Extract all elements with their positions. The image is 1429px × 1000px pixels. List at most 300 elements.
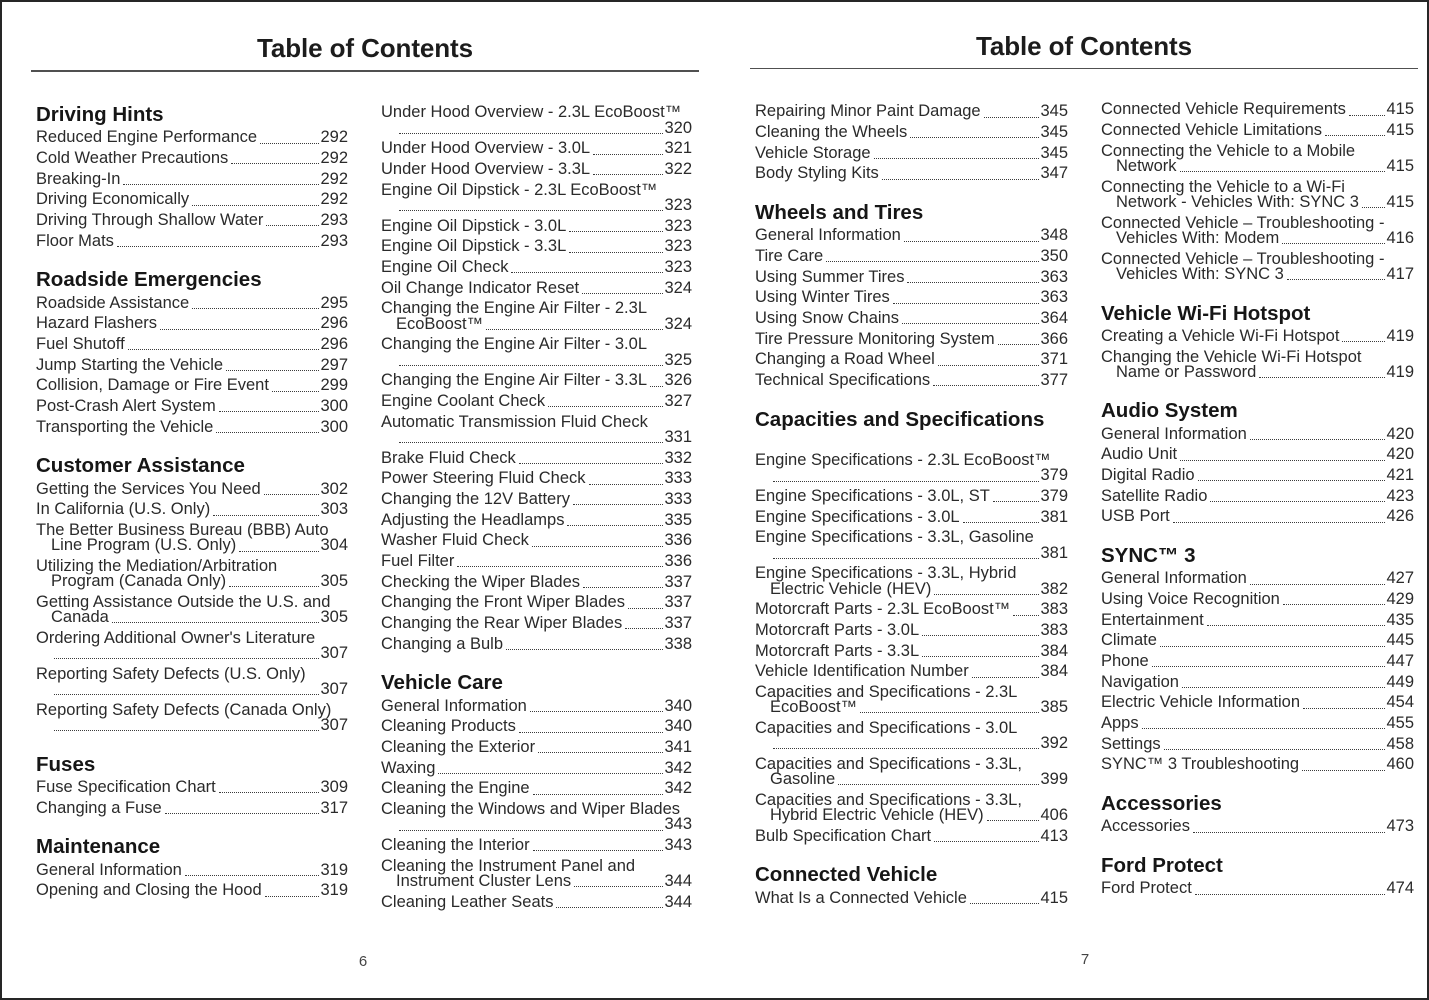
entry-page-number: 338 bbox=[664, 634, 692, 653]
toc-entry bbox=[1101, 631, 1414, 652]
entry-line bbox=[1101, 734, 1414, 753]
toc-entry bbox=[36, 190, 348, 211]
entry-line bbox=[1101, 123, 1414, 138]
dot-leader bbox=[556, 907, 663, 908]
entry-line bbox=[1101, 819, 1414, 834]
entry-title: Under Hood Overview - 2.3L EcoBoost™ bbox=[381, 103, 682, 122]
entry-title: Using Summer Tires bbox=[755, 267, 905, 286]
title-rule bbox=[750, 68, 1418, 70]
entry-line bbox=[755, 246, 1068, 265]
entry-page-number: 385 bbox=[1040, 698, 1068, 717]
dot-leader bbox=[593, 174, 663, 175]
toc-entry bbox=[755, 790, 1068, 826]
entry-title: Vehicle Identification Number bbox=[755, 662, 969, 681]
entry-title: Utilizing the Mediation/Arbitration bbox=[36, 556, 278, 575]
entry-line bbox=[755, 700, 1068, 715]
entry-line bbox=[381, 572, 692, 591]
entry-page-number: 321 bbox=[664, 139, 692, 158]
toc-entry bbox=[755, 246, 1068, 267]
entry-page-number: 435 bbox=[1386, 610, 1414, 629]
entry-line bbox=[381, 195, 692, 214]
entry-page-number: 305 bbox=[320, 572, 348, 591]
entry-title: General Information bbox=[1101, 569, 1247, 588]
entry-title: Engine Specifications - 3.0L bbox=[755, 507, 960, 526]
dot-leader bbox=[963, 522, 1040, 523]
entry-line bbox=[36, 192, 348, 207]
toc-entry bbox=[381, 892, 692, 913]
entry-page-number: 379 bbox=[1040, 486, 1068, 505]
entry-title: Cleaning the Wheels bbox=[755, 123, 908, 141]
dot-leader bbox=[265, 896, 320, 897]
entry-line bbox=[1101, 228, 1414, 247]
section-heading: Ford Protect bbox=[1101, 854, 1223, 878]
entry-line bbox=[755, 228, 1068, 243]
toc-entry bbox=[381, 531, 692, 552]
dot-leader bbox=[1325, 135, 1385, 136]
entry-title: Repairing Minor Paint Damage bbox=[755, 102, 981, 121]
entry-line bbox=[755, 290, 1068, 305]
dot-leader bbox=[399, 210, 663, 211]
entry-title: Settings bbox=[1101, 734, 1161, 753]
entry-title: Capacities and Specifications - 3.0L bbox=[755, 718, 1018, 737]
entry-title: Under Hood Overview - 3.3L bbox=[381, 159, 591, 178]
section-heading: Vehicle Wi-Fi Hotspot bbox=[1101, 301, 1311, 325]
entry-page-number: 326 bbox=[664, 371, 692, 390]
entry-line bbox=[1101, 264, 1414, 283]
entry-page-number: 295 bbox=[320, 293, 348, 312]
entry-line bbox=[381, 533, 692, 548]
entry-title: Changing a Bulb bbox=[381, 634, 504, 653]
entry-line bbox=[1101, 881, 1414, 896]
toc-section bbox=[36, 836, 348, 901]
entry-title: Climate bbox=[1101, 631, 1157, 650]
entry-line bbox=[1101, 592, 1414, 607]
entry-line bbox=[755, 808, 1068, 823]
toc-entry bbox=[381, 216, 692, 237]
toc-entry bbox=[755, 528, 1068, 564]
dot-leader bbox=[826, 261, 1039, 262]
entry-title: Capacities and Specifications - 3.3L, bbox=[755, 790, 1022, 809]
entry-line bbox=[755, 486, 1068, 505]
entry-title: Using Winter Tires bbox=[755, 288, 890, 307]
entry-line bbox=[381, 239, 692, 254]
toc-entry bbox=[1101, 879, 1414, 900]
toc-section bbox=[36, 269, 348, 437]
entry-page-number: 377 bbox=[1040, 371, 1068, 389]
entry-title: Audio Unit bbox=[1101, 445, 1178, 464]
dot-leader bbox=[486, 329, 663, 330]
entry-title: Getting the Services You Need bbox=[36, 479, 261, 498]
dot-leader bbox=[399, 365, 663, 366]
dot-leader bbox=[1302, 770, 1385, 771]
entry-page-number: 383 bbox=[1040, 620, 1068, 639]
toc-entry bbox=[755, 267, 1068, 288]
entry-title: Cleaning the Exterior bbox=[381, 737, 536, 756]
toc-entry bbox=[1101, 693, 1414, 714]
entry-page-number: 392 bbox=[1040, 734, 1068, 753]
toc-section bbox=[1101, 545, 1414, 775]
toc-column bbox=[755, 102, 1068, 909]
entry-title: Using Voice Recognition bbox=[1101, 590, 1280, 609]
entry-title: Vehicles With: Modem bbox=[1116, 228, 1280, 247]
toc-column bbox=[36, 104, 348, 901]
entry-title: Changing the Rear Wiper Blades bbox=[381, 613, 623, 632]
toc-column bbox=[1101, 100, 1414, 900]
entry-title: Network bbox=[1116, 156, 1177, 175]
entry-title: Reporting Safety Defects (U.S. Only) bbox=[36, 664, 306, 683]
entry-title: Adjusting the Headlamps bbox=[381, 510, 565, 529]
entry-line bbox=[381, 489, 692, 508]
dot-leader bbox=[972, 677, 1040, 678]
entry-page-number: 417 bbox=[1386, 264, 1414, 283]
entry-title: Connected Vehicle Requirements bbox=[1101, 100, 1346, 119]
entry-line bbox=[381, 799, 692, 818]
entry-title: Engine Specifications - 3.0L, ST bbox=[755, 486, 990, 505]
entry-line bbox=[36, 316, 348, 331]
entry-page-number: 347 bbox=[1040, 164, 1068, 183]
entry-line bbox=[1101, 571, 1414, 586]
entry-page-number: 427 bbox=[1386, 569, 1414, 588]
dot-leader bbox=[922, 656, 1039, 657]
toc-entry bbox=[755, 143, 1068, 164]
toc-entry bbox=[381, 278, 692, 299]
toc-entry bbox=[381, 299, 692, 335]
entry-line bbox=[1101, 672, 1414, 691]
entry-line bbox=[1101, 716, 1414, 731]
dot-leader bbox=[192, 308, 319, 309]
entry-page-number: 299 bbox=[320, 376, 348, 395]
entry-line bbox=[755, 641, 1068, 660]
dot-leader bbox=[533, 794, 664, 795]
entry-title: General Information bbox=[36, 860, 182, 879]
entry-page-number: 323 bbox=[664, 216, 692, 235]
dot-leader bbox=[548, 406, 663, 407]
dot-leader bbox=[860, 712, 1039, 713]
toc-section bbox=[1101, 100, 1414, 285]
entry-page-number: 474 bbox=[1386, 879, 1414, 898]
section-heading: Maintenance bbox=[36, 835, 161, 859]
entry-line bbox=[381, 337, 692, 352]
toc-entry bbox=[381, 758, 692, 779]
entry-title: Breaking-In bbox=[36, 169, 121, 188]
section-heading: Customer Assistance bbox=[36, 454, 245, 478]
entry-page-number: 415 bbox=[1040, 888, 1068, 907]
entry-line bbox=[36, 479, 348, 498]
entry-line bbox=[36, 378, 348, 393]
dot-leader bbox=[1195, 894, 1386, 895]
entry-line bbox=[1101, 486, 1414, 505]
toc-column bbox=[381, 103, 692, 913]
section-heading: Connected Vehicle bbox=[755, 863, 938, 887]
entry-line bbox=[36, 700, 348, 719]
entry-title: Transporting the Vehicle bbox=[36, 417, 214, 436]
toc-entry bbox=[1101, 100, 1414, 121]
entry-line bbox=[36, 883, 348, 898]
toc-entry bbox=[36, 664, 348, 700]
entry-page-number: 319 bbox=[320, 860, 348, 879]
entry-line bbox=[381, 350, 692, 369]
entry-page-number: 379 bbox=[1040, 466, 1068, 485]
toc-entry bbox=[36, 293, 348, 314]
entry-page-number: 419 bbox=[1386, 362, 1414, 381]
entry-page-number: 421 bbox=[1386, 466, 1414, 485]
entry-line bbox=[381, 391, 692, 410]
entry-line bbox=[755, 450, 1068, 469]
toc-entry bbox=[36, 210, 348, 231]
dot-leader bbox=[532, 546, 664, 547]
entry-title: Name or Password bbox=[1116, 362, 1257, 381]
entry-line bbox=[381, 696, 692, 715]
entry-title: Fuel Shutoff bbox=[36, 334, 125, 353]
entry-line bbox=[1101, 509, 1414, 524]
entry-page-number: 364 bbox=[1040, 308, 1068, 327]
toc-entry bbox=[381, 180, 692, 216]
entry-title: Opening and Closing the Hood bbox=[36, 881, 262, 900]
entry-line bbox=[755, 579, 1068, 598]
toc-entry bbox=[36, 520, 348, 556]
dot-leader bbox=[231, 163, 319, 164]
entry-title: Changing a Road Wheel bbox=[755, 350, 935, 369]
entry-title: Engine Oil Dipstick - 2.3L EcoBoost™ bbox=[381, 180, 658, 199]
entry-line bbox=[1101, 468, 1414, 483]
toc-section bbox=[381, 103, 692, 655]
entry-line bbox=[1101, 447, 1414, 462]
entry-line bbox=[755, 543, 1068, 562]
entry-page-number: 307 bbox=[320, 680, 348, 699]
dot-leader bbox=[933, 385, 1039, 386]
toc-entry bbox=[755, 122, 1068, 143]
dot-leader bbox=[1283, 604, 1386, 605]
entry-page-number: 363 bbox=[1040, 288, 1068, 307]
entry-title: Body Styling Kits bbox=[755, 164, 879, 183]
entry-page-number: 473 bbox=[1386, 817, 1414, 836]
entry-page-number: 292 bbox=[320, 128, 348, 147]
entry-title: Gasoline bbox=[770, 770, 836, 789]
entry-title: Changing the 12V Battery bbox=[381, 489, 570, 508]
dot-leader bbox=[1250, 439, 1386, 440]
entry-page-number: 296 bbox=[320, 314, 348, 333]
entry-line bbox=[1101, 633, 1414, 648]
page-number: 6 bbox=[358, 953, 368, 970]
toc-entry bbox=[381, 448, 692, 469]
entry-line bbox=[36, 417, 348, 436]
entry-title: General Information bbox=[381, 696, 527, 715]
toc-entry bbox=[1101, 141, 1414, 177]
toc-entry bbox=[1101, 445, 1414, 466]
entry-title: Checking the Wiper Blades bbox=[381, 572, 581, 591]
entry-title: EcoBoost™ bbox=[770, 698, 858, 717]
entry-title: Engine Specifications - 3.3L, Gasoline bbox=[755, 528, 1034, 547]
entry-line bbox=[381, 278, 692, 297]
entry-page-number: 303 bbox=[320, 500, 348, 519]
entry-line bbox=[36, 718, 348, 733]
toc-entry bbox=[381, 717, 692, 738]
toc-entry bbox=[36, 500, 348, 521]
entry-line bbox=[381, 871, 692, 890]
dot-leader bbox=[1198, 480, 1386, 481]
toc-entry bbox=[755, 888, 1068, 909]
entry-page-number: 322 bbox=[664, 159, 692, 178]
dot-leader bbox=[934, 594, 1039, 595]
entry-page-number: 348 bbox=[1040, 226, 1068, 245]
toc-entry bbox=[381, 257, 692, 278]
toc-entry bbox=[1101, 734, 1414, 755]
toc-section bbox=[1101, 400, 1414, 527]
entry-line bbox=[381, 373, 692, 388]
entry-line bbox=[381, 781, 692, 796]
entry-line bbox=[36, 574, 348, 589]
dot-leader bbox=[128, 349, 320, 350]
entry-line bbox=[36, 646, 348, 661]
toc-entry bbox=[36, 700, 348, 736]
entry-page-number: 336 bbox=[664, 551, 692, 570]
entry-title: Oil Change Indicator Reset bbox=[381, 278, 580, 297]
toc-entry bbox=[36, 128, 348, 149]
entry-line bbox=[755, 826, 1068, 845]
entry-title: Changing the Vehicle Wi-Fi Hotspot bbox=[1101, 347, 1362, 366]
entry-page-number: 426 bbox=[1386, 507, 1414, 526]
entry-line bbox=[36, 231, 348, 250]
entry-page-number: 458 bbox=[1386, 734, 1414, 753]
dot-leader bbox=[1013, 615, 1039, 616]
toc-entry bbox=[755, 486, 1068, 507]
entry-line bbox=[755, 507, 1068, 526]
toc-entry bbox=[381, 779, 692, 800]
entry-line bbox=[36, 682, 348, 697]
entry-title: Engine Coolant Check bbox=[381, 391, 546, 410]
toc-section bbox=[755, 864, 1068, 908]
entry-line bbox=[36, 798, 348, 817]
entry-title: Collision, Damage or Fire Event bbox=[36, 376, 269, 395]
section-heading: Roadside Emergencies bbox=[36, 268, 262, 292]
entry-title: Engine Specifications - 3.3L, Hybrid bbox=[755, 564, 1017, 583]
entry-title: Changing the Engine Air Filter - 3.3L bbox=[381, 371, 647, 390]
dot-leader bbox=[165, 813, 320, 814]
entry-title: Fuse Specification Chart bbox=[36, 778, 216, 797]
toc-entry bbox=[1101, 651, 1414, 672]
toc-entry bbox=[36, 417, 348, 438]
entry-line bbox=[755, 620, 1068, 639]
entry-line bbox=[1101, 102, 1414, 117]
entry-title: What Is a Connected Vehicle bbox=[755, 888, 967, 907]
entry-page-number: 454 bbox=[1386, 693, 1414, 712]
entry-line bbox=[755, 104, 1068, 119]
entry-title: Changing the Engine Air Filter - 2.3L bbox=[381, 299, 647, 318]
entry-page-number: 420 bbox=[1386, 424, 1414, 443]
entry-line bbox=[1101, 362, 1414, 381]
entry-page-number: 292 bbox=[320, 190, 348, 209]
toc-section bbox=[1101, 793, 1414, 837]
entry-page-number: 342 bbox=[664, 758, 692, 777]
dot-leader bbox=[773, 748, 1039, 749]
entry-title: Ordering Additional Owner's Literature bbox=[36, 628, 316, 647]
section-heading: Fuses bbox=[36, 752, 96, 776]
toc-entry bbox=[1101, 610, 1414, 631]
entry-page-number: 342 bbox=[664, 779, 692, 798]
entry-line bbox=[755, 602, 1068, 617]
entry-line bbox=[381, 314, 692, 333]
entry-page-number: 300 bbox=[320, 417, 348, 436]
entry-line bbox=[755, 468, 1068, 483]
toc-entry bbox=[1101, 817, 1414, 838]
dot-leader bbox=[904, 241, 1040, 242]
dot-leader bbox=[567, 525, 663, 526]
toc-entry bbox=[381, 634, 692, 655]
dot-leader bbox=[1207, 625, 1386, 626]
toc-entry bbox=[36, 592, 348, 628]
toc-section bbox=[36, 455, 348, 736]
entry-line bbox=[381, 551, 692, 570]
entry-title: Cleaning the Instrument Panel and bbox=[381, 856, 636, 875]
dot-leader bbox=[1342, 341, 1385, 342]
dot-leader bbox=[874, 158, 1040, 159]
entry-title: Connected Vehicle – Troubleshooting - bbox=[1101, 249, 1385, 268]
dot-leader bbox=[123, 184, 319, 185]
section-heading: Wheels and Tires bbox=[755, 201, 924, 225]
toc-entry bbox=[1101, 569, 1414, 590]
toc-entry bbox=[755, 102, 1068, 123]
entry-page-number: 309 bbox=[320, 778, 348, 797]
toc-entry bbox=[755, 164, 1068, 185]
dot-leader bbox=[54, 658, 319, 659]
entry-page-number: 419 bbox=[1386, 326, 1414, 345]
toc-entry bbox=[755, 620, 1068, 641]
dot-leader bbox=[1259, 377, 1385, 378]
toc-section bbox=[755, 409, 1068, 847]
toc-entry bbox=[36, 355, 348, 376]
entry-line bbox=[1101, 757, 1414, 772]
entry-title: The Better Business Bureau (BBB) Auto bbox=[36, 520, 329, 539]
toc-section bbox=[1101, 855, 1414, 899]
entry-line bbox=[381, 510, 692, 529]
entry-page-number: 293 bbox=[320, 231, 348, 250]
dot-leader bbox=[1142, 728, 1386, 729]
toc-entry bbox=[36, 777, 348, 798]
entry-line bbox=[36, 538, 348, 553]
entry-title: Instrument Cluster Lens bbox=[396, 871, 572, 890]
entry-page-number: 333 bbox=[664, 489, 692, 508]
entry-page-number: 300 bbox=[320, 396, 348, 415]
entry-title: EcoBoost™ bbox=[396, 314, 484, 333]
dot-leader bbox=[1182, 687, 1386, 688]
entry-line bbox=[755, 352, 1068, 367]
toc-entry bbox=[1101, 713, 1414, 734]
section-heading: Accessories bbox=[1101, 792, 1222, 816]
dot-leader bbox=[519, 463, 664, 464]
dot-leader bbox=[970, 903, 1040, 904]
toc-entry bbox=[36, 314, 348, 335]
entry-page-number: 297 bbox=[320, 355, 348, 374]
entry-page-number: 445 bbox=[1386, 631, 1414, 650]
entry-line bbox=[36, 860, 348, 879]
toc-entry bbox=[36, 334, 348, 355]
entry-page-number: 416 bbox=[1386, 228, 1414, 247]
dot-leader bbox=[272, 391, 320, 392]
toc-entry bbox=[36, 860, 348, 881]
dot-leader bbox=[1303, 708, 1385, 709]
toc-entry bbox=[381, 469, 692, 490]
entry-page-number: 307 bbox=[320, 716, 348, 735]
entry-title: Floor Mats bbox=[36, 231, 114, 250]
toc-entry bbox=[1101, 507, 1414, 528]
entry-title: Hybrid Electric Vehicle (HEV) bbox=[770, 806, 984, 825]
entry-line bbox=[381, 257, 692, 276]
dot-leader bbox=[213, 515, 319, 516]
entry-title: Power Steering Fluid Check bbox=[381, 469, 586, 488]
entry-title: Engine Oil Dipstick - 3.0L bbox=[381, 216, 567, 235]
entry-page-number: 423 bbox=[1386, 486, 1414, 505]
entry-line bbox=[381, 448, 692, 467]
